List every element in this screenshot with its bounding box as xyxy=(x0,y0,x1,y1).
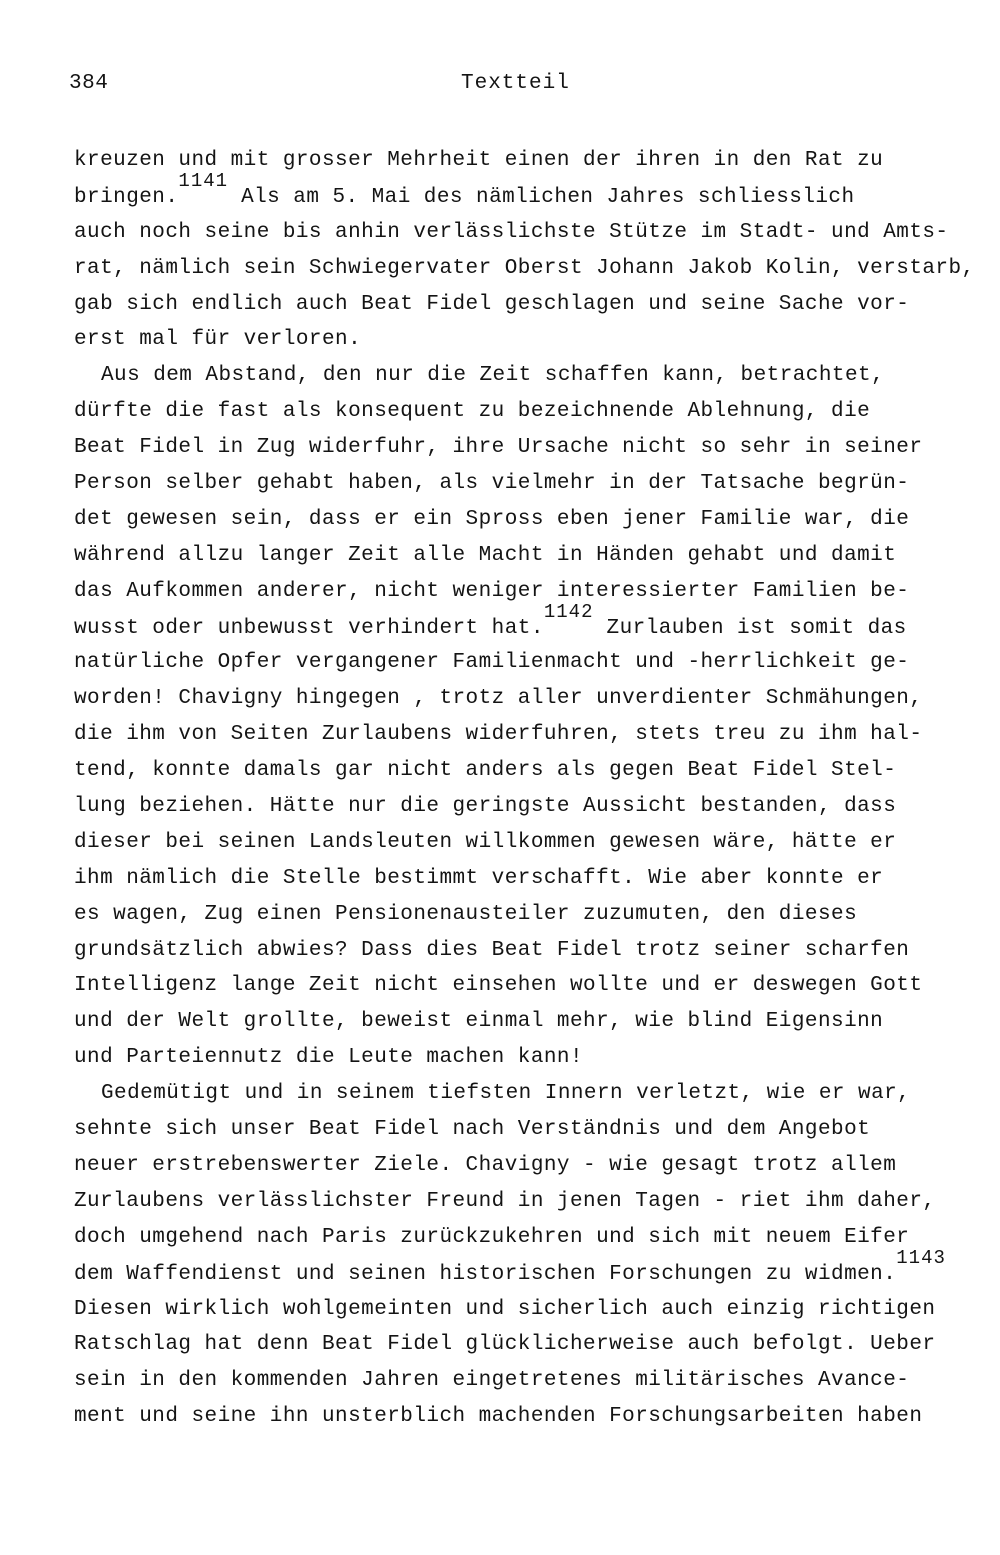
line-text: tend, konnte damals gar nicht anders als gegen Beat Fidel Stel- xyxy=(74,759,897,783)
line-text: wusst oder unbewusst verhindert hat. xyxy=(74,616,544,640)
line-text: Intelligenz lange Zeit nicht einsehen wollte und er deswegen Gott xyxy=(74,974,923,998)
line-text: lung beziehen. Hätte nur die geringste Aussicht bestanden, dass xyxy=(74,795,897,819)
line-text: es wagen, Zug einen Pensionenausteiler zuzumuten, den dieses xyxy=(74,902,858,926)
text-line xyxy=(74,792,984,828)
running-title: Textteil xyxy=(461,72,570,95)
line-text: doch umgehend nach Paris zurückzukehren und sich mit neuem Eifer xyxy=(74,1225,910,1249)
line-text: Zurlaubens verlässlichster Freund in jenen Tagen - riet ihm daher, xyxy=(74,1189,936,1213)
line-text: dürfte die fast als konsequent zu bezeichnende Ablehnung, die xyxy=(74,400,871,424)
text-line xyxy=(74,936,984,972)
text-line xyxy=(74,720,984,756)
text-line xyxy=(74,254,984,290)
line-text: worden! Chavigny hingegen , trotz aller unverdienter Schmähungen, xyxy=(74,687,923,711)
footnote-marker: 1143 xyxy=(896,1246,946,1269)
line-text: dieser bei seinen Landsleuten willkommen gewesen wäre, hätte er xyxy=(74,830,897,854)
line-text: Person selber gehabt haben, als vielmehr in der Tatsache begrün- xyxy=(74,472,910,496)
footnote-marker: 1142 xyxy=(543,600,594,623)
line-text: und Parteiennutz die Leute machen kann! xyxy=(74,1046,584,1070)
text-line xyxy=(74,1151,984,1187)
text-line xyxy=(74,1223,984,1259)
text-line xyxy=(74,900,984,936)
text-line xyxy=(74,1246,984,1295)
body-text xyxy=(74,146,984,1438)
text-line xyxy=(74,684,984,720)
line-text: Beat Fidel in Zug widerfuhr, ihre Ursache nicht so sehr in seiner xyxy=(74,436,923,460)
line-text: während allzu langer Zeit alle Macht in Händen gehabt und damit xyxy=(74,543,897,567)
text-line xyxy=(74,1187,984,1223)
line-text: gab sich endlich auch Beat Fidel geschlagen und seine Sache vor- xyxy=(74,292,910,316)
line-text: dem Waffendienst und seinen historischen Forschungen zu widmen. xyxy=(74,1262,897,1286)
line-text: grundsätzlich abwies? Dass dies Beat Fidel trotz seiner scharfen xyxy=(74,938,910,962)
line-text: Aus dem Abstand, den nur die Zeit schaffen kann, betrachtet, xyxy=(101,364,885,388)
line-text: Diesen wirklich wohlgemeinten und sicherlich auch einzig richtigen xyxy=(74,1297,936,1321)
text-line xyxy=(74,971,984,1007)
text-line xyxy=(74,1115,984,1151)
line-text: sein in den kommenden Jahren eingetretenes militärisches Avance- xyxy=(74,1369,910,1393)
text-line xyxy=(74,290,984,326)
text-line xyxy=(74,541,984,577)
line-text: ihm nämlich die Stelle bestimmt verschafft. Wie aber konnte er xyxy=(74,866,884,890)
line-text-continued: Zurlauben ist somit das xyxy=(593,616,907,640)
text-line xyxy=(74,1079,984,1115)
line-text: Ratschlag hat denn Beat Fidel glücklicherweise auch befolgt. Ueber xyxy=(74,1333,936,1357)
text-line xyxy=(74,756,984,792)
text-line xyxy=(74,828,984,864)
text-line xyxy=(74,1295,984,1331)
text-line xyxy=(74,433,984,469)
line-text: das Aufkommen anderer, nicht weniger interessierter Familien be- xyxy=(74,579,910,603)
line-text: natürliche Opfer vergangener Familienmacht und -herrlichkeit ge- xyxy=(74,651,910,675)
text-line xyxy=(74,361,984,397)
text-line xyxy=(74,648,984,684)
page-header xyxy=(0,0,1000,100)
footnote-marker: 1141 xyxy=(178,169,229,192)
text-line xyxy=(74,1007,984,1043)
line-text: die ihm von Seiten Zurlaubens widerfuhren, stets treu zu ihm hal- xyxy=(74,723,923,747)
text-line xyxy=(74,218,984,254)
text-line xyxy=(74,1366,984,1402)
line-text: kreuzen und mit grosser Mehrheit einen der ihren in den Rat zu xyxy=(74,149,884,172)
line-text: auch noch seine bis anhin verlässlichste Stütze im Stadt- und Amts- xyxy=(74,220,949,244)
text-line xyxy=(74,397,984,433)
text-line xyxy=(74,577,984,613)
line-text: det gewesen sein, dass er ein Spross eben jener Familie war, die xyxy=(74,507,910,531)
line-text: Gedemütigt und in seinem tiefsten Innern verletzt, wie er war, xyxy=(101,1082,911,1106)
text-line xyxy=(74,864,984,900)
line-text-continued: Als am 5. Mai des nämlichen Jahres schliesslich xyxy=(228,185,855,209)
line-text: neuer erstrebenswerter Ziele. Chavigny - wie gesagt trotz allem xyxy=(74,1153,897,1177)
line-text: bringen. xyxy=(74,185,179,209)
text-line xyxy=(74,1402,984,1438)
text-line xyxy=(74,1330,984,1366)
text-line xyxy=(74,1043,984,1079)
line-text: sehnte sich unser Beat Fidel nach Verständnis und dem Angebot xyxy=(74,1118,871,1142)
text-line xyxy=(74,169,984,218)
text-line xyxy=(74,325,984,361)
line-text: und der Welt grollte, beweist einmal mehr, wie blind Eigensinn xyxy=(74,1010,884,1034)
text-line xyxy=(74,505,984,541)
page-number: 384 xyxy=(69,72,109,95)
line-text: rat, nämlich sein Schwiegervater Oberst Johann Jakob Kolin, verstarb, xyxy=(74,256,975,280)
line-text: ment und seine ihn unsterblich machenden Forschungsarbeiten haben xyxy=(74,1405,923,1429)
line-text: erst mal für verloren. xyxy=(74,328,362,352)
text-line xyxy=(74,469,984,505)
text-line xyxy=(74,600,984,649)
